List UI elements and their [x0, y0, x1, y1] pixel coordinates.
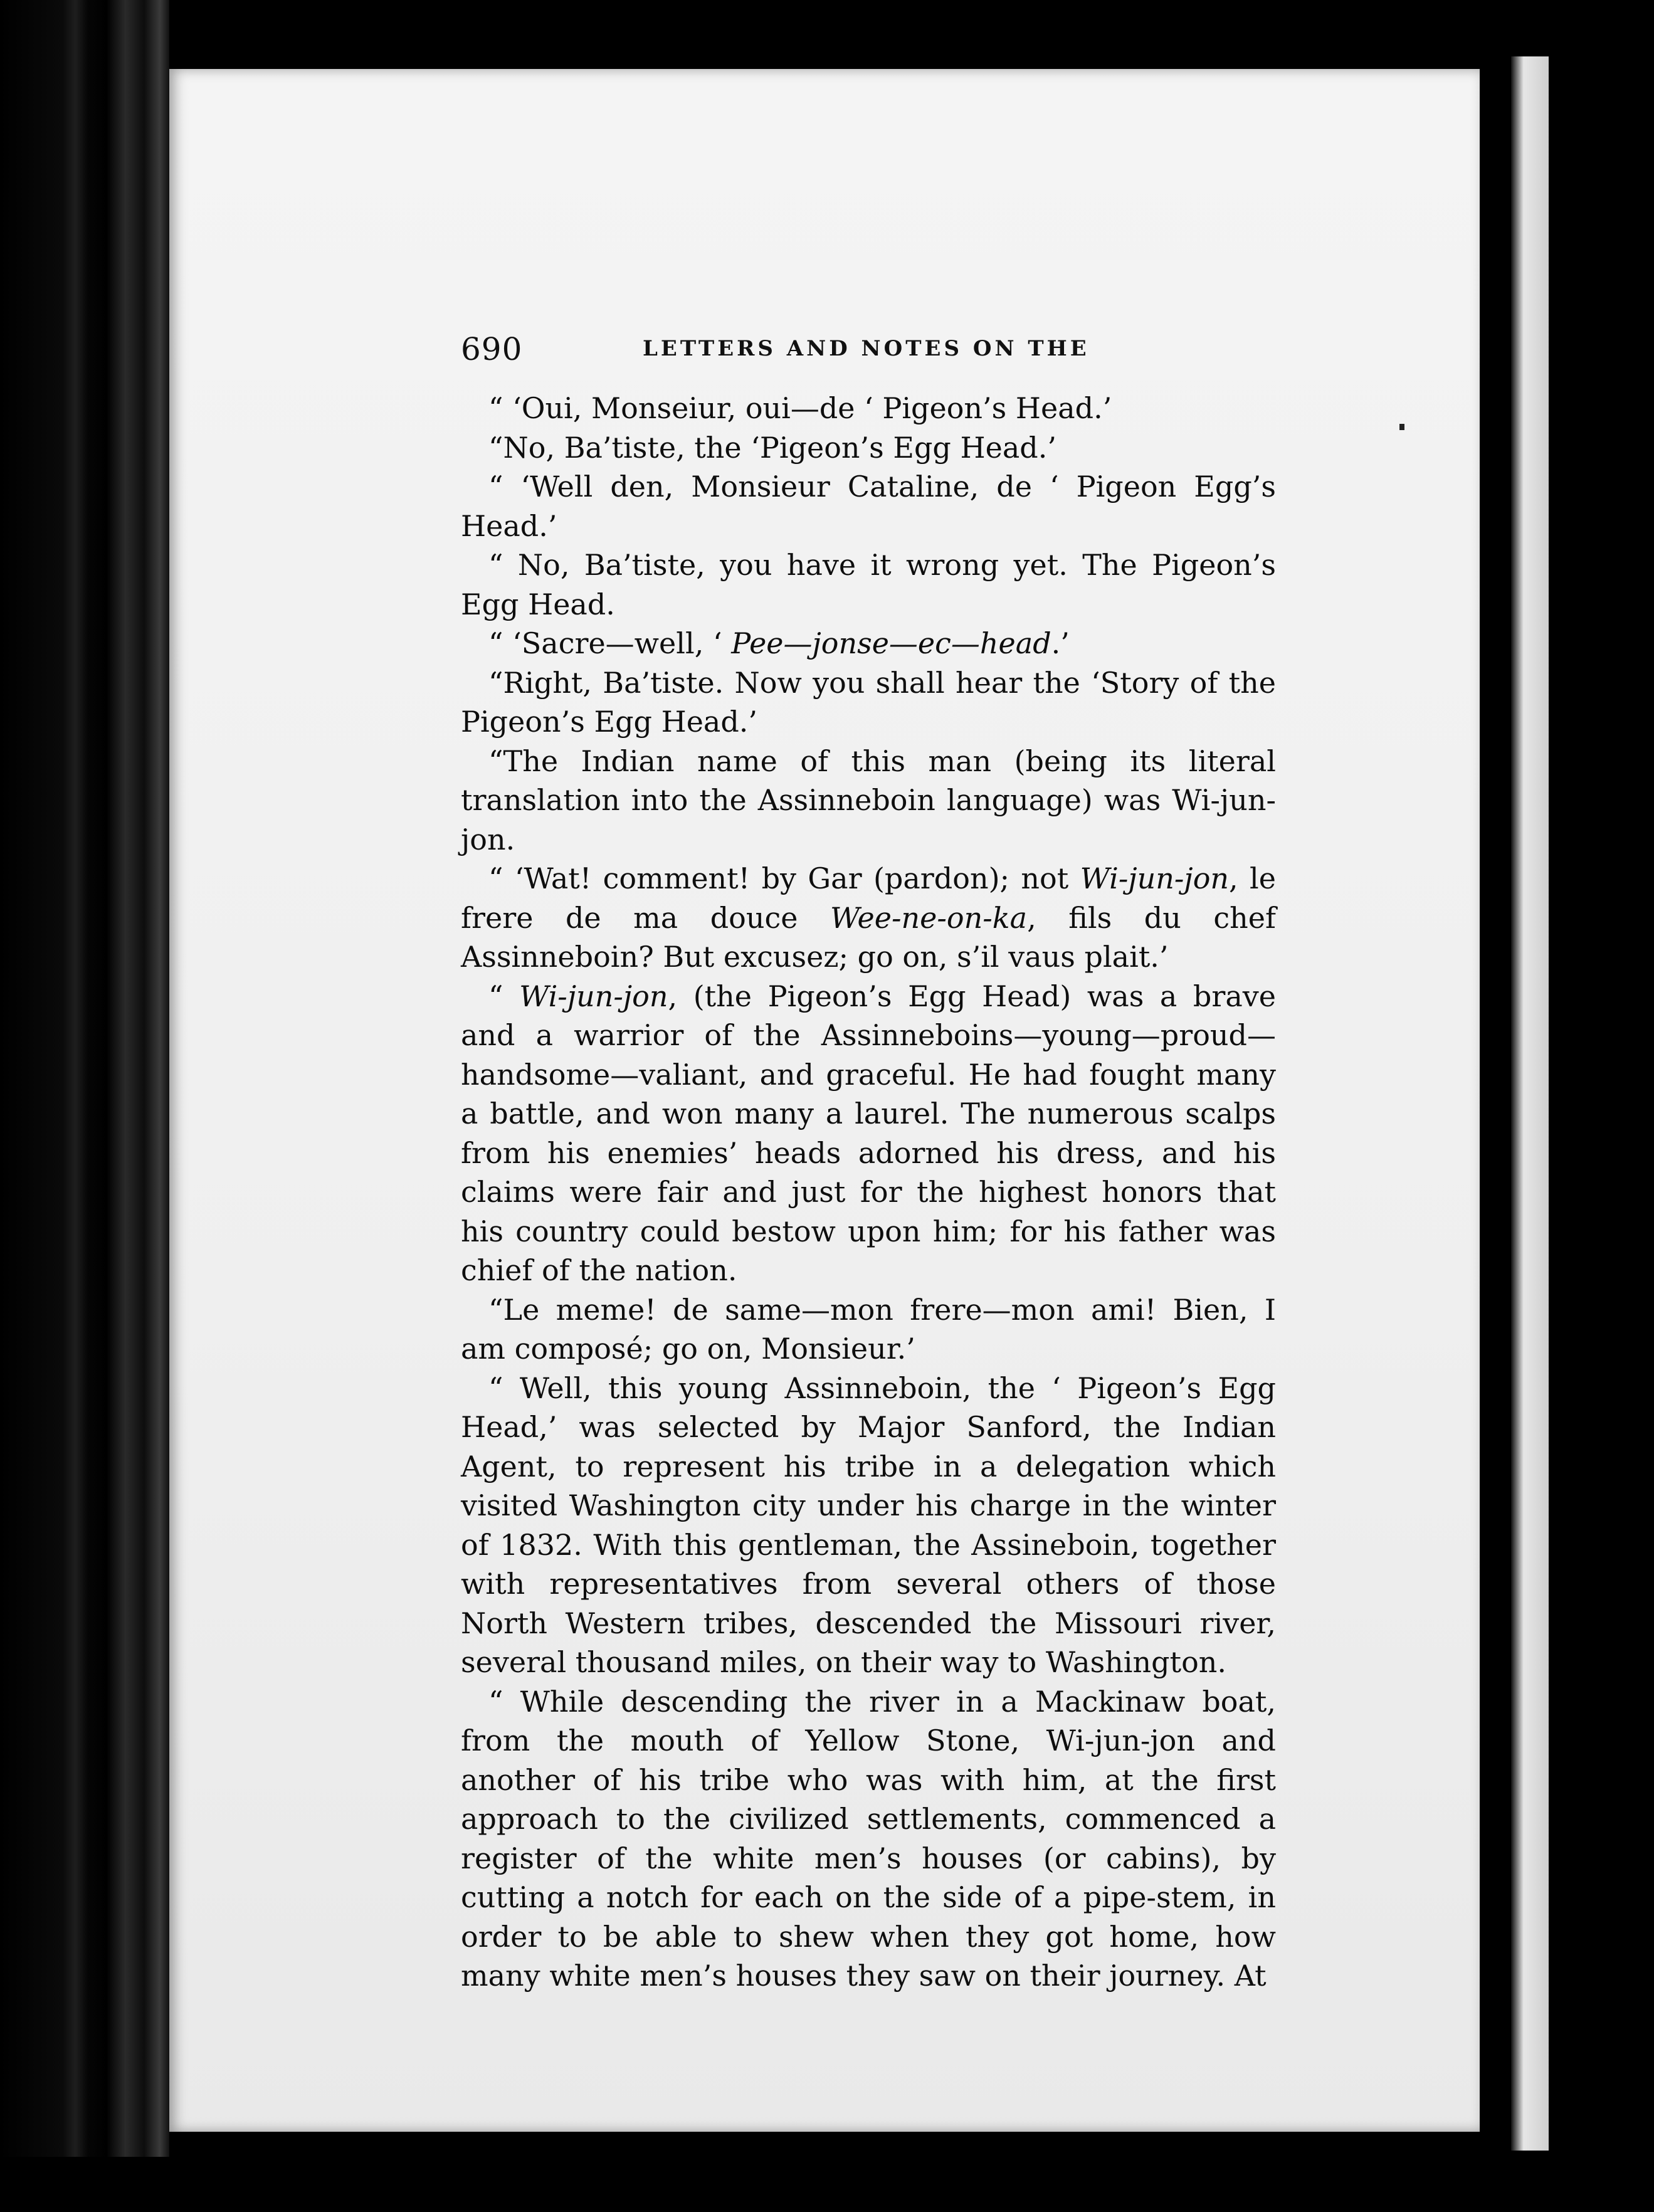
paragraph	[461, 1369, 1276, 1682]
text-run: “ Well, this young Assinneboin, the ‘ Pigeon’s Egg Head,’ was selected by Major Sanford, the Indian Agent, to represent his tribe in a delegation which visited Washington city under his charge in the winter of 1832. With this gentleman, the Assineboin, together with representatives from several others of those North Western tribes, descended the Missouri river, several thousand miles, on their way to Washington.	[461, 1371, 1276, 1679]
paragraph	[461, 742, 1276, 860]
scan-speck	[1555, 919, 1560, 927]
paragraph	[461, 859, 1276, 977]
text-run: , le frere de ma douce	[461, 861, 1276, 935]
paragraph	[461, 977, 1276, 1290]
page-number: 690	[461, 331, 523, 367]
scan-background-right	[1485, 0, 1654, 2212]
italic-run: Wi-jun-jon	[519, 979, 668, 1013]
text-run: “The Indian name of this man (being its literal translation into the Assinneboin language) was Wi-jun-jon.	[461, 744, 1276, 856]
text-run: “ ‘Sacre—well, ‘	[488, 626, 732, 660]
text-run: “ ‘Well den, Monsieur Cataline, de ‘ Pigeon Egg’s Head.’	[461, 470, 1276, 543]
body-text	[461, 389, 1276, 1996]
paragraph	[461, 624, 1276, 663]
scan-speck	[1399, 424, 1404, 430]
text-run: .’	[1051, 626, 1070, 660]
text-run: “Le meme! de same—mon frere—mon ami! Bien, I am composé; go on, Monsieur.’	[461, 1292, 1276, 1366]
text-run: “ No, Ba’tiste, you have it wrong yet. The Pigeon’s Egg Head.	[461, 548, 1276, 621]
paragraph	[461, 1290, 1276, 1369]
text-run: “ While descending the river in a Mackinaw boat, from the mouth of Yellow Stone, Wi-jun-jon and another of his tribe who was with him, at the first approach to the civilized settlements, commenced a register of the white men’s houses (or cabins), by cutting a notch for each on the side of a pipe-stem, in order to be able to shew when they got home, how many white men’s houses they saw on their journey. At	[461, 1684, 1276, 1993]
facing-page-edge	[1511, 56, 1549, 2151]
text-run: “ ‘Oui, Monseiur, oui—de ‘ Pigeon’s Head.’	[488, 391, 1112, 425]
paragraph	[461, 663, 1276, 742]
paragraph	[461, 467, 1276, 545]
paragraph	[461, 1682, 1276, 1996]
paragraph	[461, 545, 1276, 624]
italic-run: Pee—jonse—ec—head	[731, 626, 1051, 660]
text-run: , (the Pigeon’s Egg Head) was a brave and a warrior of the Assinneboins—young—proud—handsome—valiant, and graceful. He had fought many a battle, and won many a laurel. The numerous scalps from his enemies’ heads adorned his dress, and his claims were fair and just for the highest honors that his country could bestow upon him; for his father was chief of the nation.	[461, 979, 1277, 1287]
text-run: “No, Ba’tiste, the ‘Pigeon’s Egg Head.’	[488, 430, 1056, 465]
italic-run: Wee-ne-on-ka	[830, 900, 1028, 935]
italic-run: Wi-jun-jon	[1080, 861, 1230, 895]
paragraph	[461, 428, 1276, 468]
text-run: , fils du chef Assinneboin? But excusez; go on, s’il vaus plait.’	[461, 900, 1276, 974]
text-run: “Right, Ba’tiste. Now you shall hear the ‘Story of the Pigeon’s Egg Head.’	[461, 665, 1276, 739]
text-run: “ ‘Wat! comment! by Gar (pardon); not	[488, 861, 1080, 895]
scan-background-bottom	[0, 2157, 1654, 2212]
book-binding-shadow	[0, 0, 169, 2212]
running-head-title: LETTERS AND NOTES ON THE	[643, 336, 1090, 361]
paragraph	[461, 389, 1276, 428]
text-run: “	[488, 979, 520, 1013]
running-head	[461, 331, 1295, 375]
